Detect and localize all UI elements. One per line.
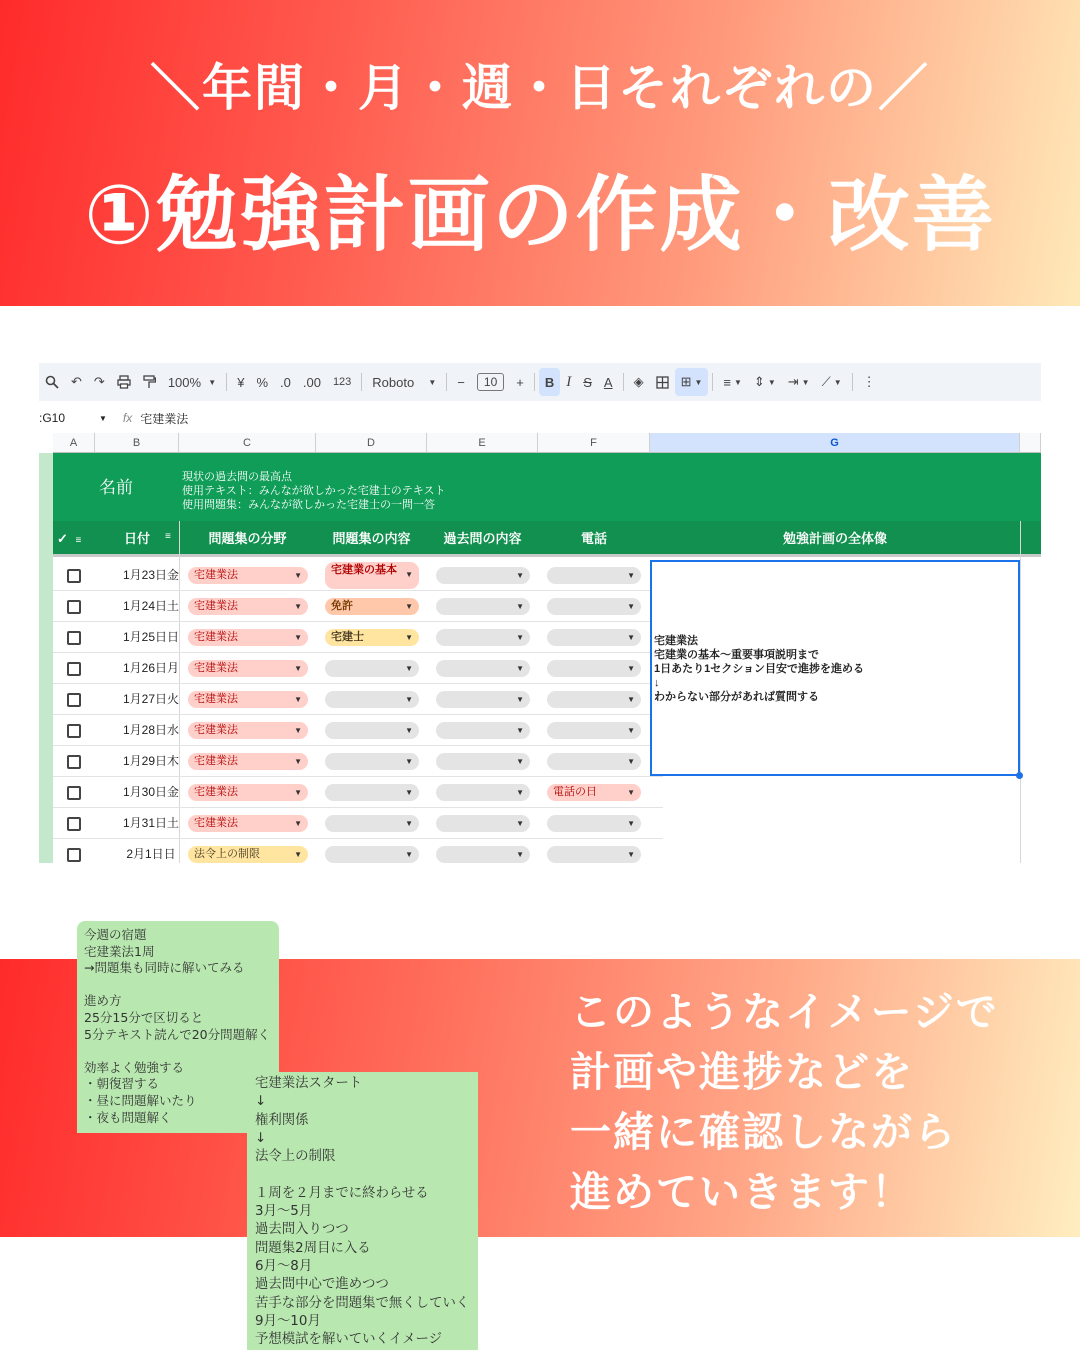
past-dropdown[interactable] bbox=[436, 598, 530, 615]
row-checkbox[interactable] bbox=[67, 631, 81, 645]
note-line: ・朝復習する bbox=[84, 1076, 160, 1092]
font-select[interactable] bbox=[366, 368, 442, 396]
text-rotation-icon[interactable]: ⟋ ▼ bbox=[821, 374, 842, 389]
past-dropdown[interactable] bbox=[436, 846, 530, 863]
header-phone: 電話 bbox=[580, 531, 607, 546]
note-line: ↓ bbox=[255, 1130, 267, 1146]
field-value: 宅建業法 bbox=[194, 693, 238, 705]
note-line: ・昼に問題解いたり bbox=[84, 1092, 197, 1108]
note-line: 過去問入りつつ bbox=[255, 1222, 349, 1238]
field-dropdown[interactable] bbox=[188, 629, 308, 646]
chevron-down-icon: ▼ bbox=[516, 602, 524, 611]
zoom-value: 100% bbox=[167, 374, 202, 390]
chevron-down-icon: ▼ bbox=[294, 819, 302, 828]
phone-dropdown[interactable] bbox=[547, 722, 641, 739]
row-checkbox[interactable] bbox=[67, 848, 81, 862]
divider bbox=[852, 373, 853, 391]
text-wrap-icon[interactable]: ⇥ ▼ bbox=[787, 374, 810, 389]
note-line: 法令上の制限 bbox=[255, 1149, 336, 1165]
currency-button[interactable]: ¥ bbox=[237, 374, 245, 390]
phone-dropdown[interactable] bbox=[547, 846, 641, 863]
column-titles-row bbox=[53, 521, 1041, 557]
content-dropdown[interactable] bbox=[325, 562, 419, 589]
field-dropdown[interactable] bbox=[188, 784, 308, 801]
info-block bbox=[182, 470, 446, 512]
roadmap-note bbox=[247, 1072, 478, 1350]
divider bbox=[712, 373, 713, 391]
paint-format-icon[interactable] bbox=[137, 368, 162, 396]
row-date: 2月1日日 bbox=[126, 847, 176, 861]
chevron-down-icon[interactable]: ▼ bbox=[99, 413, 107, 423]
table-row bbox=[53, 591, 663, 622]
field-dropdown[interactable] bbox=[188, 691, 308, 708]
filter-icon[interactable]: ≡ bbox=[165, 531, 171, 542]
note-line: 宅建業法1周 bbox=[84, 943, 155, 959]
borders-icon[interactable] bbox=[650, 368, 675, 396]
chevron-down-icon: ▼ bbox=[294, 633, 302, 642]
row-date: 1月29日木 bbox=[122, 754, 180, 768]
phone-value: 電話の日 bbox=[553, 786, 597, 798]
fx-icon: fx bbox=[122, 411, 133, 425]
message-line: 進めていきます！ bbox=[570, 1168, 914, 1216]
note-line bbox=[255, 1166, 470, 1184]
field-dropdown[interactable] bbox=[188, 722, 308, 739]
column-header-e[interactable]: E bbox=[427, 433, 538, 453]
chevron-down-icon: ▼ bbox=[627, 664, 635, 673]
table-row bbox=[53, 560, 663, 591]
font-size-input[interactable] bbox=[471, 368, 510, 396]
content-value: 免許 bbox=[331, 600, 353, 612]
content-dropdown[interactable] bbox=[325, 598, 419, 615]
note-line: 3月〜5月 bbox=[255, 1204, 313, 1220]
plan-line: 宅建業法 bbox=[654, 635, 698, 647]
check-icon: ✓ bbox=[57, 531, 68, 546]
field-value: 宅建業法 bbox=[194, 569, 238, 581]
hero-subtitle: ＼年間・月・週・日それぞれの／ bbox=[150, 59, 930, 117]
chevron-down-icon: ▼ bbox=[294, 695, 302, 704]
percent-button[interactable]: % bbox=[256, 374, 269, 390]
field-value: 宅建業法 bbox=[194, 817, 238, 829]
divider bbox=[623, 373, 624, 391]
table-row bbox=[53, 777, 663, 808]
vertical-align-icon[interactable]: ⇕ ▼ bbox=[753, 374, 776, 389]
search-icon[interactable] bbox=[39, 368, 65, 396]
text-color-button[interactable]: A bbox=[603, 374, 613, 390]
chevron-down-icon: ▼ bbox=[405, 788, 413, 797]
chevron-down-icon: ▼ bbox=[516, 726, 524, 735]
chevron-down-icon: ▼ bbox=[767, 377, 776, 387]
past-dropdown[interactable] bbox=[436, 722, 530, 739]
toolbar bbox=[39, 363, 1041, 401]
divider bbox=[226, 373, 227, 391]
plan-line: 宅建業の基本〜重要事項説明まで bbox=[654, 649, 819, 661]
field-value: 宅建業法 bbox=[194, 631, 238, 643]
row-checkbox[interactable] bbox=[67, 786, 81, 800]
table-row bbox=[53, 839, 663, 863]
zoom-select[interactable] bbox=[162, 368, 222, 396]
chevron-down-icon: ▼ bbox=[627, 602, 635, 611]
check-header bbox=[57, 521, 99, 557]
table-row bbox=[53, 808, 663, 839]
chevron-down-icon: ▼ bbox=[405, 757, 413, 766]
chevron-down-icon: ▼ bbox=[294, 726, 302, 735]
font-size-decrease-button[interactable]: − bbox=[457, 374, 465, 390]
chevron-down-icon: ▼ bbox=[294, 602, 302, 611]
note-line: 9月〜10月 bbox=[255, 1313, 321, 1329]
field-value: 宅建業法 bbox=[194, 662, 238, 674]
font-size-increase-button[interactable]: + bbox=[516, 374, 524, 390]
row-checkbox[interactable] bbox=[67, 724, 81, 738]
row-checkbox[interactable] bbox=[67, 600, 81, 614]
chevron-down-icon: ▼ bbox=[405, 726, 413, 735]
field-dropdown[interactable] bbox=[188, 846, 308, 863]
chevron-down-icon: ▼ bbox=[801, 377, 810, 387]
phone-dropdown[interactable] bbox=[547, 691, 641, 708]
table-row bbox=[53, 622, 663, 653]
message-line: 計画や進捗などを bbox=[570, 1048, 914, 1096]
note-line: 5分テキスト読んで20分問題解く bbox=[84, 1026, 271, 1042]
table-row bbox=[53, 653, 663, 684]
field-value: 宅建業法 bbox=[194, 600, 238, 612]
chevron-down-icon: ▼ bbox=[516, 819, 524, 828]
align-left-icon[interactable]: ≡ ▼ bbox=[723, 374, 742, 390]
note-line: 宅建業法スタート bbox=[255, 1076, 363, 1091]
chevron-down-icon: ▼ bbox=[627, 788, 635, 797]
chevron-down-icon: ▼ bbox=[405, 819, 413, 828]
note-line: →問題集も同時に解いてみる bbox=[84, 960, 245, 976]
selection-fill-handle[interactable] bbox=[1016, 772, 1023, 779]
note-line: 過去問中心で進めつつ bbox=[255, 1277, 389, 1293]
table-row bbox=[53, 684, 663, 715]
header-content: 問題集の内容 bbox=[332, 531, 411, 546]
plan-line: わからない部分があれば質問する bbox=[654, 691, 819, 703]
field-dropdown[interactable] bbox=[188, 598, 308, 615]
header-plan: 勉強計画の全体像 bbox=[782, 531, 887, 546]
phone-dropdown[interactable] bbox=[547, 815, 641, 832]
chevron-down-icon: ▼ bbox=[627, 695, 635, 704]
formula-input[interactable]: 宅建業法 bbox=[140, 411, 189, 426]
row-date: 1月24日土 bbox=[122, 599, 180, 613]
chevron-down-icon: ▼ bbox=[405, 850, 413, 859]
note-line: 今週の宿題 bbox=[84, 927, 147, 942]
field-dropdown[interactable] bbox=[188, 753, 308, 770]
row-date: 1月23日金 bbox=[122, 568, 180, 582]
cell-reference[interactable]: :G10 bbox=[39, 411, 66, 425]
content-dropdown[interactable] bbox=[325, 722, 419, 739]
divider bbox=[361, 373, 362, 391]
column-header-f[interactable]: F bbox=[538, 433, 650, 453]
column-header-d[interactable]: D bbox=[316, 433, 427, 453]
message-line: このようなイメージで bbox=[570, 988, 999, 1036]
row-header-strip bbox=[39, 453, 53, 863]
chevron-down-icon: ▼ bbox=[627, 819, 635, 828]
past-dropdown[interactable] bbox=[436, 567, 530, 584]
chevron-down-icon: ▼ bbox=[405, 633, 413, 642]
plan-line: 1日あたり1セクション目安で進捗を進める bbox=[654, 663, 865, 675]
hero-title: ①勉強計画の作成・改善 bbox=[84, 168, 996, 263]
past-dropdown[interactable] bbox=[436, 784, 530, 801]
content-dropdown[interactable] bbox=[325, 753, 419, 770]
field-dropdown[interactable] bbox=[188, 815, 308, 832]
note-line: 6月〜8月 bbox=[255, 1258, 313, 1274]
field-dropdown[interactable] bbox=[188, 660, 308, 677]
column-header-c[interactable]: C bbox=[179, 433, 316, 453]
merge-cells-icon[interactable]: ⊞ ▼ bbox=[675, 368, 709, 396]
past-dropdown[interactable] bbox=[436, 629, 530, 646]
note-line: ↓ bbox=[255, 1094, 267, 1110]
column-header-blank bbox=[1020, 433, 1041, 453]
content-dropdown[interactable] bbox=[325, 660, 419, 677]
phone-dropdown[interactable] bbox=[547, 753, 641, 770]
field-value: 法令上の制限 bbox=[194, 848, 260, 860]
increase-decimal-button[interactable]: .00 bbox=[302, 374, 321, 390]
row-date: 1月27日火 bbox=[122, 692, 180, 706]
content-dropdown[interactable] bbox=[325, 691, 419, 708]
divider bbox=[446, 373, 447, 391]
strikethrough-button[interactable]: S bbox=[583, 374, 592, 390]
chevron-down-icon: ▼ bbox=[294, 757, 302, 766]
divider bbox=[534, 373, 535, 391]
field-value: 宅建業法 bbox=[194, 786, 238, 798]
phone-dropdown[interactable] bbox=[547, 598, 641, 615]
bold-button[interactable]: B bbox=[539, 368, 560, 396]
column-header-a[interactable]: A bbox=[53, 433, 95, 453]
past-dropdown[interactable] bbox=[436, 691, 530, 708]
number-format-button[interactable]: 123 bbox=[332, 376, 352, 388]
note-line: 25分15分で区切ると bbox=[84, 1009, 204, 1025]
note-line: 問題集2周目に入る bbox=[255, 1240, 371, 1256]
row-checkbox[interactable] bbox=[67, 817, 81, 831]
field-value: 宅建業法 bbox=[194, 724, 238, 736]
filter-icon[interactable]: ≡ bbox=[75, 535, 82, 546]
row-checkbox[interactable] bbox=[67, 569, 81, 583]
name-label: 名前 bbox=[99, 478, 133, 497]
plan-cell-selected[interactable] bbox=[650, 560, 1020, 776]
chevron-down-icon: ▼ bbox=[294, 664, 302, 673]
decrease-decimal-button[interactable]: .0 bbox=[280, 374, 291, 390]
phone-dropdown[interactable] bbox=[547, 660, 641, 677]
phone-dropdown[interactable] bbox=[547, 784, 641, 801]
chevron-down-icon: ▼ bbox=[734, 377, 742, 387]
note-line bbox=[84, 1043, 272, 1060]
row-date: 1月25日日 bbox=[122, 630, 180, 644]
print-icon[interactable] bbox=[111, 368, 137, 396]
chevron-down-icon: ▼ bbox=[833, 377, 842, 387]
column-divider bbox=[1020, 521, 1021, 863]
note-line: 効率よく勉強する bbox=[84, 1059, 185, 1075]
chevron-down-icon: ▼ bbox=[627, 633, 635, 642]
chevron-down-icon: ▼ bbox=[405, 602, 413, 611]
content-value: 宅建士 bbox=[331, 631, 364, 643]
chevron-down-icon: ▼ bbox=[516, 664, 524, 673]
column-header-g[interactable]: G bbox=[650, 433, 1020, 453]
chevron-down-icon: ▼ bbox=[516, 633, 524, 642]
note-line: 予想模試を解いていくイメージ bbox=[255, 1332, 443, 1348]
note-line: ・夜も問題解く bbox=[84, 1109, 172, 1125]
past-dropdown[interactable] bbox=[436, 815, 530, 832]
italic-button[interactable]: I bbox=[566, 373, 572, 390]
note-line bbox=[84, 977, 272, 994]
row-date: 1月26日月 bbox=[122, 661, 180, 675]
row-checkbox[interactable] bbox=[67, 693, 81, 707]
chevron-down-icon: ▼ bbox=[627, 571, 635, 580]
chevron-down-icon: ▼ bbox=[516, 788, 524, 797]
chevron-down-icon: ▼ bbox=[694, 377, 703, 387]
header-past: 過去問の内容 bbox=[443, 531, 522, 546]
chevron-down-icon: ▼ bbox=[294, 571, 302, 580]
redo-icon[interactable]: ↷ bbox=[93, 374, 105, 389]
phone-dropdown[interactable] bbox=[547, 629, 641, 646]
formula-bar bbox=[39, 406, 1041, 430]
field-value: 宅建業法 bbox=[194, 755, 238, 767]
table-row bbox=[53, 746, 663, 777]
chevron-down-icon: ▼ bbox=[627, 757, 635, 766]
header-date: 日付 bbox=[123, 531, 150, 546]
row-date: 1月28日水 bbox=[122, 723, 180, 737]
note-line: 権利関係 bbox=[255, 1112, 309, 1128]
chevron-down-icon: ▼ bbox=[516, 757, 524, 766]
past-dropdown[interactable] bbox=[436, 753, 530, 770]
message-line: 一緒に確認しながら bbox=[570, 1108, 957, 1156]
info-line: 使用テキスト：みんなが欲しかった宅建士のテキスト bbox=[182, 485, 446, 497]
chevron-down-icon: ▼ bbox=[516, 695, 524, 704]
content-value: 宅建業の基本 bbox=[331, 564, 397, 576]
note-line: 進め方 bbox=[84, 993, 122, 1009]
hero-banner bbox=[0, 0, 1080, 306]
chevron-down-icon: ▼ bbox=[428, 377, 437, 387]
column-header-b[interactable]: B bbox=[95, 433, 179, 453]
row-checkbox[interactable] bbox=[67, 662, 81, 676]
chevron-down-icon: ▼ bbox=[208, 377, 217, 387]
promo-message bbox=[570, 982, 999, 1222]
undo-icon[interactable]: ↶ bbox=[71, 374, 82, 389]
fill-color-icon[interactable]: ◈ bbox=[633, 374, 644, 389]
chevron-down-icon: ▼ bbox=[405, 664, 413, 673]
row-checkbox[interactable] bbox=[67, 755, 81, 769]
content-dropdown[interactable] bbox=[325, 846, 419, 863]
more-icon[interactable]: ⋮ bbox=[862, 374, 876, 389]
content-dropdown[interactable] bbox=[325, 815, 419, 832]
field-dropdown[interactable] bbox=[188, 567, 308, 584]
chevron-down-icon: ▼ bbox=[516, 571, 524, 580]
note-line: 苦手な部分を問題集で無くしていく bbox=[255, 1295, 470, 1311]
chevron-down-icon: ▼ bbox=[405, 695, 413, 704]
sheet-title-row bbox=[53, 453, 1041, 521]
chevron-down-icon: ▼ bbox=[294, 850, 302, 859]
font-name: Roboto bbox=[372, 374, 415, 390]
chevron-down-icon: ▼ bbox=[627, 726, 635, 735]
note-line: １周を２月までに終わらせる bbox=[255, 1185, 429, 1201]
info-line: 使用問題集：みんなが欲しかった宅建士の一問一答 bbox=[182, 499, 435, 511]
plan-text bbox=[654, 634, 864, 704]
phone-dropdown[interactable] bbox=[547, 567, 641, 584]
plan-line: ↓ bbox=[654, 677, 660, 689]
chevron-down-icon: ▼ bbox=[627, 850, 635, 859]
header-field: 問題集の分野 bbox=[208, 531, 287, 546]
chevron-down-icon: ▼ bbox=[294, 788, 302, 797]
row-date: 1月30日金 bbox=[122, 785, 180, 799]
spreadsheet bbox=[39, 363, 1041, 863]
chevron-down-icon: ▼ bbox=[516, 850, 524, 859]
row-date: 1月31日土 bbox=[122, 816, 180, 830]
table-row bbox=[53, 715, 663, 746]
content-dropdown[interactable] bbox=[325, 629, 419, 646]
font-size-value: 10 bbox=[477, 373, 504, 391]
content-dropdown[interactable] bbox=[325, 784, 419, 801]
past-dropdown[interactable] bbox=[436, 660, 530, 677]
chevron-down-icon: ▼ bbox=[405, 570, 413, 579]
info-line: 現状の過去問の最高点 bbox=[182, 471, 292, 483]
